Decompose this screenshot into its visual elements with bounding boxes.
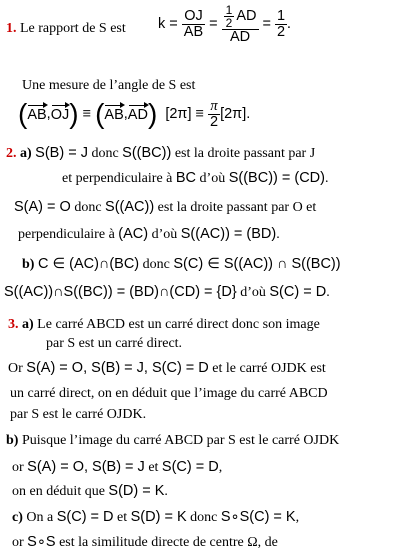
q3c-line1: c) On a S(C) = D et S(D) = K donc S∘S(C) = K, bbox=[12, 509, 300, 525]
q3a-line5: par S est le carré OJDK. bbox=[10, 407, 147, 422]
q3b-line2: or S(A) = O, S(B) = J et S(C) = D, bbox=[12, 459, 223, 475]
q1-ratio-text: Le rapport de S est bbox=[16, 21, 126, 36]
q1-angle-formula: ( AB , OJ ) ≡ ( AB , AD ) [2π] ≡ $\frac{\pi}{2}$ [2π]. bbox=[18, 97, 251, 130]
q2b-line2: S((AC))∩S((BC)) = (BD)∩(CD) = {D} d’où S(C) = D. bbox=[4, 284, 330, 300]
q1-ratio-line bbox=[6, 20, 126, 37]
q2a-line2: et perpendiculaire à BC d’où S((BC)) = (CD). bbox=[62, 170, 329, 186]
q1-angle-intro: Une mesure de l’angle de S est bbox=[22, 78, 196, 93]
q2a-line4: perpendiculaire à (AC) d’où S((AC)) = (BD). bbox=[18, 226, 280, 242]
fraction-pi-over-two: $\frac{\pi}{2}$ bbox=[210, 97, 219, 130]
q1-ratio-formula: k = $\frac{OJ}{AB}$ = $\frac{1}{2}$ AD AD = $\frac{1}{2}$ . bbox=[158, 2, 291, 45]
q2a-line3: S(A) = O donc S((AC)) est la droite passant par O et bbox=[14, 199, 317, 215]
q3a-line4: un carré direct, on en déduit que l’image du carré ABCD bbox=[10, 386, 328, 401]
q2b-line1: b) C ∈ (AC)∩(BC) donc S(C) ∈ S((AC)) ∩ S((BC)) bbox=[22, 256, 341, 272]
q3a-line2: par S est un carré direct. bbox=[46, 336, 183, 351]
q3c-line2: or S∘S est la similitude directe de centre Ω, de bbox=[12, 534, 278, 550]
fraction-one-half: $\frac{1}{2}$ bbox=[277, 7, 286, 40]
fraction-half-ad-over-ad: $\frac{1}{2}$ AD AD bbox=[222, 4, 259, 45]
q3b-line1: b) Puisque l’image du carré ABCD par S est le carré OJDK bbox=[6, 433, 340, 448]
fraction-oj-ab: $\frac{OJ}{AB}$ bbox=[183, 7, 204, 40]
q3b-line3: on en déduit que S(D) = K. bbox=[12, 483, 168, 499]
q3a-line1: 3. a) Le carré ABCD est un carré direct donc son image bbox=[8, 317, 320, 332]
q3a-line3: Or S(A) = O, S(B) = J, S(C) = D et le carré OJDK est bbox=[8, 360, 326, 376]
q2a-line1: 2. a) S(B) = J donc S((BC)) est la droite passant par J bbox=[6, 145, 316, 161]
q1-number: 1. bbox=[6, 21, 17, 36]
